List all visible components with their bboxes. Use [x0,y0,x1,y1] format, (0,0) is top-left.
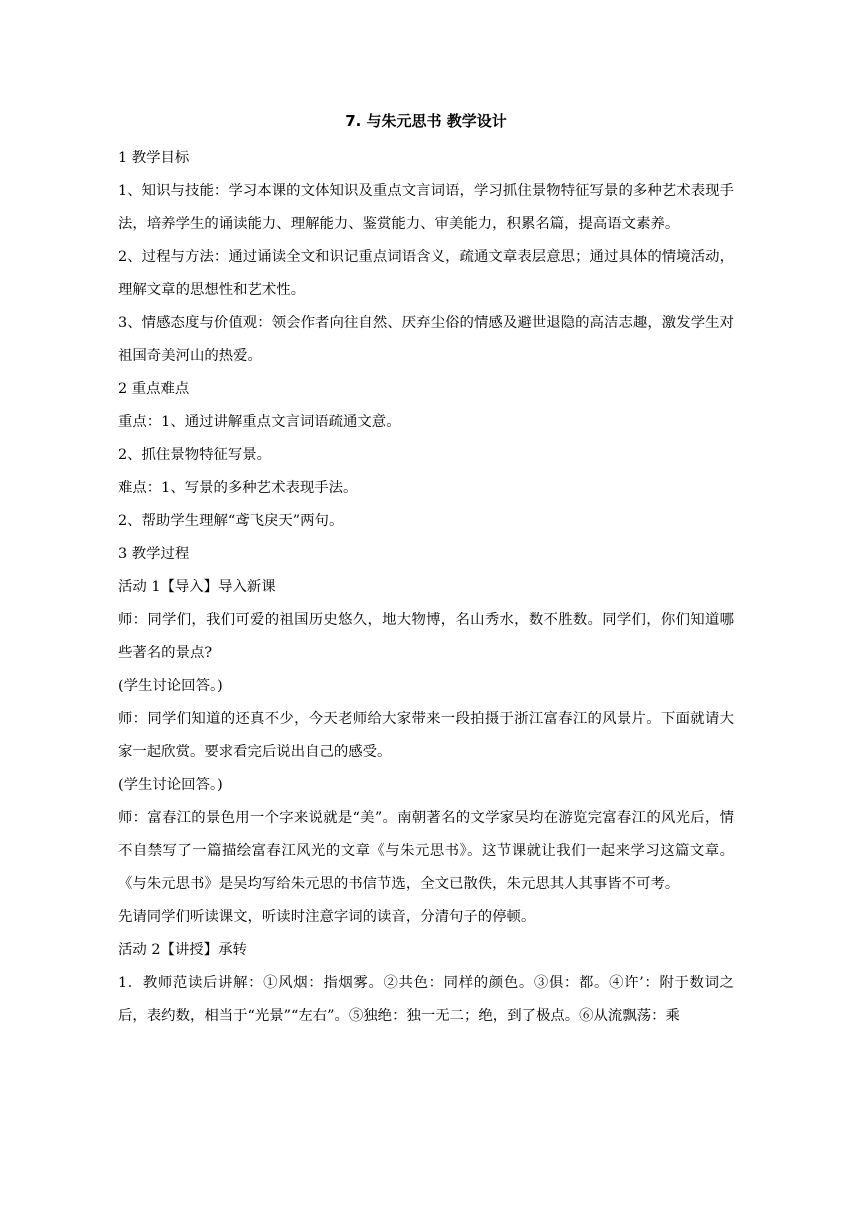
paragraph: 2 重点难点 [118,381,190,397]
paragraph: 3、情感态度与价值观：领会作者向往自然、厌弃尘俗的情感及避世退隐的高洁志趣，激发学生对祖国奇美河山的热爱。 [118,315,734,364]
paragraph: 活动 1【导入】导入新课 [118,579,276,595]
paragraph: (学生讨论回答。) [118,678,223,694]
paragraph: 先请同学们听读课文，听读时注意字词的读音，分清句子的停顿。 [118,909,536,925]
document-title: 7. 与朱元思书 教学设计 [345,112,507,130]
document-body [118,142,734,1033]
paragraph: 3 教学过程 [118,546,190,562]
paragraph: 难点：1、写景的多种艺术表现手法。 [118,480,358,496]
paragraph: 1．教师范读后讲解：①风烟：指烟雾。②共色：同样的颜色。③俱：都。④许’：附于数词之后，表约数，相当于“光景”“左右”。⑤独绝：独一无二；绝，到了极点。⑥从流飘荡：乘 [118,975,734,1024]
paragraph: 2、帮助学生理解“鸢飞戾天”两句。 [118,513,344,529]
paragraph: 活动 2【讲授】承转 [118,942,247,958]
paragraph: 1 教学目标 [118,150,190,166]
paragraph: 师：同学们，我们可爱的祖国历史悠久，地大物博，名山秀水，数不胜数。同学们，你们知道哪些著名的景点? [118,612,734,661]
paragraph: 重点：1、通过讲解重点文言词语疏通文意。 [118,414,401,430]
paragraph: 2、过程与方法：通过诵读全文和识记重点词语含义，疏通文章表层意思；通过具体的情境活动，理解文章的思想性和艺术性。 [118,249,734,298]
paragraph: (学生讨论回答。) [118,777,223,793]
paragraph: 2、抓住景物特征写景。 [118,447,272,463]
paragraph: 师：富春江的景色用一个字来说就是“美”。南朝著名的文学家吴均在游览完富春江的风光后，情不自禁写了一篇描绘富春江风光的文章《与朱元思书》。这节课就让我们一起来学习这篇文章。《与朱元思书》是吴均写给朱元思的书信节选，全文已散佚，朱元思其人其事皆不可考。 [118,810,734,892]
paragraph: 师：同学们知道的还真不少，今天老师给大家带来一段拍摄于浙江富春江的风景片。下面就请大家一起欣赏。要求看完后说出自己的感受。 [118,711,734,760]
document-page [118,112,734,1033]
paragraph: 1、知识与技能：学习本课的文体知识及重点文言词语，学习抓住景物特征写景的多种艺术表现手法，培养学生的诵读能力、理解能力、鉴赏能力、审美能力，积累名篇，提高语文素养。 [118,183,734,232]
